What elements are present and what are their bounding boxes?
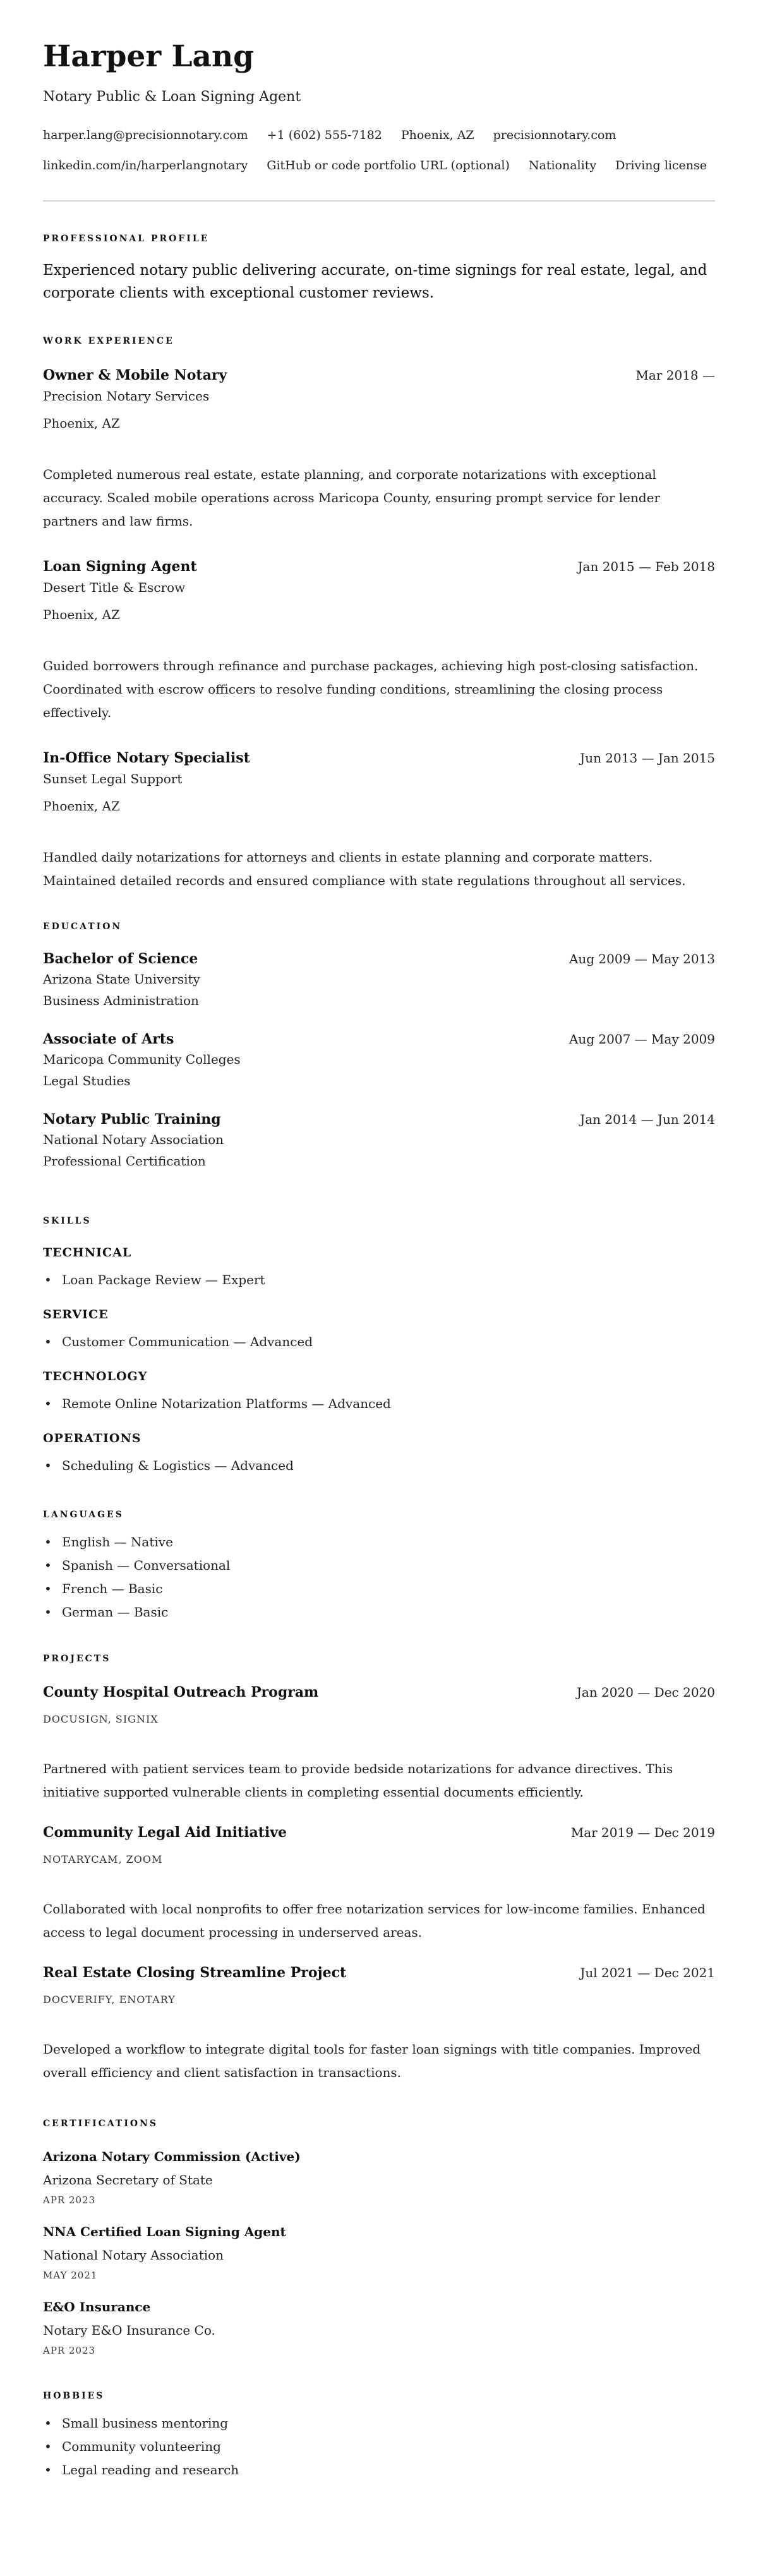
skill-group-title: TECHNOLOGY	[43, 1369, 148, 1383]
project-description: Collaborated with local nonprofits to offer free notarization services for low-income families. Enhanced access to legal document processing in underserved areas.	[43, 1901, 706, 1940]
degree: Bachelor of Science	[43, 951, 198, 967]
certification-entry	[43, 2224, 715, 2285]
project-description: Developed a workflow to integrate digital tools for faster loan signings with title companies. Improved overall efficiency and client satisfaction in transactions.	[43, 2042, 701, 2080]
skill-list	[43, 1393, 715, 1414]
contact-phone[interactable]: +1 (602) 555-7182	[267, 128, 382, 142]
job-description: Completed numerous real estate, estate planning, and corporate notarizations with exceptional accuracy. Scaled mobile operations across Maricopa County, ensuring prompt service for lender partners and law firms.	[43, 467, 661, 529]
bullet-icon: •	[44, 1604, 52, 1620]
skill-group-title: TECHNICAL	[43, 1246, 132, 1260]
job-entry	[43, 366, 715, 533]
certification-issuer: Notary E&O Insurance Co.	[43, 2323, 215, 2338]
project-entry	[43, 1963, 715, 2085]
resume-header	[43, 39, 715, 181]
job-location: Phoenix, AZ	[43, 798, 120, 814]
contact-list	[43, 120, 715, 181]
section-heading: CERTIFICATIONS	[43, 2119, 158, 2129]
list-item	[43, 1455, 715, 1476]
contact-github: GitHub or code portfolio URL (optional)	[267, 159, 510, 172]
education-header	[43, 949, 715, 968]
list-item-text: French — Basic	[62, 1581, 163, 1596]
skill-list	[43, 1331, 715, 1352]
list-item	[43, 1393, 715, 1414]
hobbies-section	[43, 2390, 715, 2482]
job-dates: Jun 2013 — Jan 2015	[580, 750, 715, 766]
contact-email[interactable]: harper.lang@precisionnotary.com	[43, 128, 248, 142]
project-header	[43, 1683, 715, 1702]
list-item	[43, 2459, 715, 2482]
job-company: Desert Title & Escrow	[43, 580, 186, 595]
bullet-icon: •	[44, 1558, 52, 1573]
school: Arizona State University	[43, 972, 200, 987]
certifications-section	[43, 2117, 715, 2360]
bullet-icon: •	[44, 2439, 52, 2454]
field-of-study: Legal Studies	[43, 1073, 131, 1088]
list-item-text: English — Native	[62, 1534, 173, 1550]
certification-entry	[43, 2299, 715, 2360]
job-location: Phoenix, AZ	[43, 607, 120, 622]
project-entry	[43, 1823, 715, 1944]
certification-issuer: Arizona Secretary of State	[43, 2172, 213, 2188]
bullet-icon: •	[44, 1534, 52, 1550]
section-heading: PROFESSIONAL PROFILE	[43, 234, 210, 244]
education-section	[43, 920, 715, 1172]
candidate-name: Harper Lang	[43, 39, 255, 74]
certification-date: APR 2023	[43, 2194, 96, 2206]
list-item-text: Scheduling & Logistics — Advanced	[62, 1458, 294, 1473]
section-heading: SKILLS	[43, 1216, 92, 1226]
certification-name: E&O Insurance	[43, 2299, 151, 2314]
bullet-icon: •	[44, 1581, 52, 1596]
job-header	[43, 366, 715, 385]
education-dates: Jan 2014 — Jun 2014	[580, 1112, 715, 1127]
skill-group	[43, 1368, 715, 1414]
list-item	[43, 1577, 715, 1601]
project-dates: Jan 2020 — Dec 2020	[576, 1685, 715, 1700]
work-section	[43, 335, 715, 893]
project-dates: Mar 2019 — Dec 2019	[570, 1825, 715, 1840]
project-title: Community Legal Aid Initiative	[43, 1824, 287, 1841]
list-item-text: Small business mentoring	[62, 2416, 229, 2431]
job-location: Phoenix, AZ	[43, 416, 120, 431]
job-title: Owner & Mobile Notary	[43, 367, 227, 383]
project-header	[43, 1823, 715, 1842]
project-tech: DOCVERIFY, ENOTARY	[43, 1994, 176, 2006]
profile-section	[43, 232, 715, 304]
degree: Associate of Arts	[43, 1031, 174, 1047]
education-header	[43, 1110, 715, 1129]
skills-section	[43, 1215, 715, 1476]
education-entry	[43, 949, 715, 1011]
list-item	[43, 2412, 715, 2435]
section-heading: WORK EXPERIENCE	[43, 336, 174, 346]
list-item	[43, 1554, 715, 1577]
education-entry	[43, 1110, 715, 1172]
job-dates: Mar 2018 —	[635, 368, 715, 383]
certification-name: NNA Certified Loan Signing Agent	[43, 2224, 286, 2239]
bullet-icon: •	[44, 2462, 52, 2477]
contact-nationality: Nationality	[528, 159, 597, 172]
skill-group	[43, 1306, 715, 1352]
project-title: County Hospital Outreach Program	[43, 1684, 319, 1700]
skill-group	[43, 1430, 715, 1476]
projects-section	[43, 1652, 715, 2085]
job-title: Loan Signing Agent	[43, 558, 197, 575]
job-header	[43, 749, 715, 767]
languages-section	[43, 1508, 715, 1624]
bullet-icon: •	[44, 1334, 52, 1349]
education-entry	[43, 1030, 715, 1092]
contact-linkedin[interactable]: linkedin.com/in/harperlangnotary	[43, 159, 248, 172]
project-header	[43, 1963, 715, 1982]
job-header	[43, 557, 715, 576]
degree: Notary Public Training	[43, 1111, 221, 1128]
section-heading: LANGUAGES	[43, 1510, 124, 1520]
skill-group	[43, 1244, 715, 1291]
certification-name: Arizona Notary Commission (Active)	[43, 2149, 301, 2164]
contact-location: Phoenix, AZ	[400, 128, 474, 142]
list-item	[43, 1531, 715, 1554]
job-description: Guided borrowers through refinance and purchase packages, achieving high post-closing satisfaction. Coordinated with escrow officers to resolve funding conditions, streamlining the closing process effectively.	[43, 658, 699, 720]
header-divider	[43, 200, 715, 202]
school: Maricopa Community Colleges	[43, 1052, 241, 1067]
candidate-title: Notary Public & Loan Signing Agent	[43, 89, 301, 105]
list-item-text: Community volunteering	[62, 2439, 221, 2454]
list-item-text: Customer Communication — Advanced	[62, 1334, 313, 1349]
job-dates: Jan 2015 — Feb 2018	[577, 559, 715, 574]
list-item-text: Remote Online Notarization Platforms — Advanced	[62, 1396, 391, 1411]
education-dates: Aug 2007 — May 2009	[568, 1032, 715, 1047]
field-of-study: Business Administration	[43, 993, 199, 1008]
skill-group-title: OPERATIONS	[43, 1431, 141, 1445]
project-dates: Jul 2021 — Dec 2021	[580, 1965, 715, 1980]
project-description: Partnered with patient services team to provide bedside notarizations for advance directives. This initiative supported vulnerable clients in completing essential documents efficiently.	[43, 1761, 673, 1800]
certification-entry	[43, 2148, 715, 2210]
list-item-text: Legal reading and research	[62, 2462, 239, 2477]
skill-list	[43, 1269, 715, 1291]
project-entry	[43, 1683, 715, 1804]
education-header	[43, 1030, 715, 1049]
list-item	[43, 1601, 715, 1624]
certification-date: APR 2023	[43, 2345, 96, 2356]
list-item	[43, 2435, 715, 2459]
list-item	[43, 1269, 715, 1291]
job-entry	[43, 557, 715, 725]
section-heading: EDUCATION	[43, 922, 123, 932]
list-item	[43, 1331, 715, 1352]
field-of-study: Professional Certification	[43, 1153, 206, 1169]
project-title: Real Estate Closing Streamline Project	[43, 1965, 347, 1981]
skill-list	[43, 1455, 715, 1476]
job-title: In-Office Notary Specialist	[43, 750, 250, 766]
job-description: Handled daily notarizations for attorneys and clients in estate planning and corporate matters. Maintained detailed records and ensured compliance with state regulations throughout all services.	[43, 850, 686, 888]
contact-website[interactable]: precisionnotary.com	[493, 128, 617, 142]
bullet-icon: •	[44, 1396, 52, 1411]
contact-driving-license: Driving license	[615, 159, 707, 172]
section-heading: HOBBIES	[43, 2391, 105, 2401]
job-company: Precision Notary Services	[43, 388, 210, 404]
certification-date: MAY 2021	[43, 2270, 98, 2281]
profile-summary: Experienced notary public delivering accurate, on-time signings for real estate, legal, and corporate clients with exceptional customer reviews.	[43, 262, 707, 301]
project-tech: NOTARYCAM, ZOOM	[43, 1853, 163, 1865]
list-item-text: German — Basic	[62, 1604, 169, 1620]
list-item-text: Spanish — Conversational	[62, 1558, 231, 1573]
section-heading: PROJECTS	[43, 1654, 111, 1664]
job-entry	[43, 749, 715, 893]
school: National Notary Association	[43, 1132, 224, 1147]
list-item-text: Loan Package Review — Expert	[62, 1272, 265, 1287]
job-company: Sunset Legal Support	[43, 771, 183, 786]
education-dates: Aug 2009 — May 2013	[568, 951, 715, 966]
skill-group-title: SERVICE	[43, 1308, 109, 1321]
bullet-icon: •	[44, 1458, 52, 1473]
certification-issuer: National Notary Association	[43, 2248, 224, 2263]
bullet-icon: •	[44, 2416, 52, 2431]
project-tech: DOCUSIGN, SIGNIX	[43, 1713, 159, 1725]
bullet-icon: •	[44, 1272, 52, 1287]
